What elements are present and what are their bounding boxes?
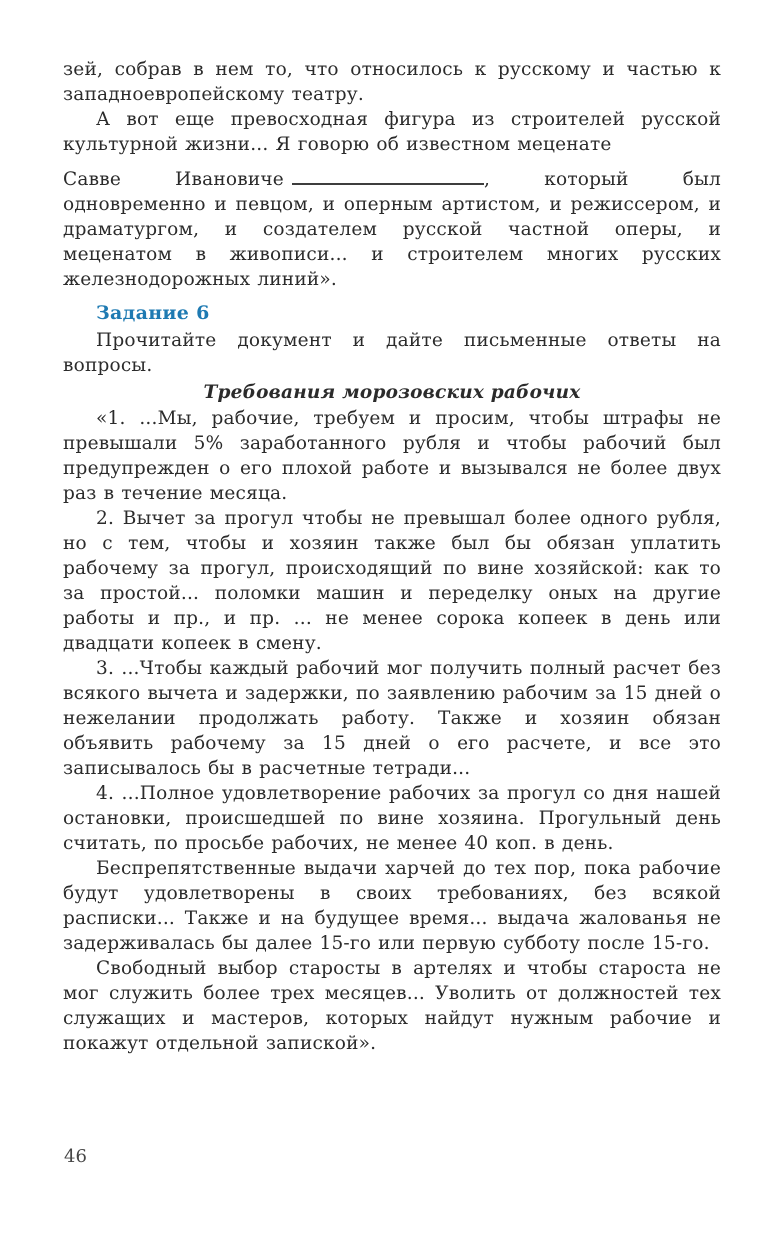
fill-in-blank-line	[292, 169, 484, 185]
doc-paragraph-2: 2. Вычет за прогул чтобы не превышал более одного рубля, но с тем, чтобы и хозяин также был бы обязан уплатить рабочему за прогул, происходящий по вине хозяйской: как то за простой... поломки машин и переделку оных на другие работы и пр., и пр. ... не менее сорока копеек в день или двадцати копеек в смену.	[63, 508, 721, 654]
doc-paragraph-1: «1. ...Мы, рабочие, требуем и просим, чтобы штрафы не превышали 5% заработанного рубля и чтобы рабочий был предупрежден о его плохой работе и вызывался не более двух раз в течение месяца.	[63, 408, 721, 504]
paragraph-continuation: зей, собрав в нем то, что относилось к русскому и частью к западноевропейскому театру.	[63, 59, 721, 105]
doc-paragraph-6: Свободный выбор старосты в артелях и чтобы староста не мог служить более трех месяцев... Уволить от должностей тех служащих и мастеров, которых найдут нужным рабочие и покажут отдельной запиской».	[63, 958, 721, 1054]
text-block	[63, 57, 721, 1056]
doc-paragraph-3: 3. ...Чтобы каждый рабочий мог получить полный расчет без всякого вычета и задержки, по заявлению рабочим за 15 дней о нежелании продолжать работу. Также и хозяин обязан объявить рабочему за 15 дней о его расчете, и все это записывалось бы в расчетные тетради...	[63, 658, 721, 779]
page-number: 46	[64, 1146, 87, 1167]
patron-tail-text: , который был одновременно и певцом, и оперным артистом, и режиссером, и драматургом, и создателем русской частной оперы, и меценатом в живописи... и строителем многих русских железнодорожных линий».	[63, 169, 721, 290]
paragraph-patron	[63, 167, 721, 292]
patron-name-text: Савве Ивановиче	[63, 169, 284, 190]
task-heading: Задание 6	[96, 302, 210, 324]
document-title: Требования морозовских рабочих	[203, 382, 581, 403]
task-instruction: Прочитайте документ и дайте письменные ответы на вопросы.	[63, 330, 721, 376]
paragraph-patron-intro: А вот еще превосходная фигура из строителей русской культурной жизни... Я говорю об известном меценате	[63, 109, 721, 155]
doc-paragraph-4: 4. ...Полное удовлетворение рабочих за прогул со дня нашей остановки, происшедшей по вине хозяина. Прогульный день считать, по просьбе рабочих, не менее 40 коп. в день.	[63, 783, 721, 854]
doc-paragraph-5: Беспрепятственные выдачи харчей до тех пор, пока рабочие будут удовлетворены в своих требованиях, без всякой расписки... Также и на будущее время... выдача жалованья не задерживалась бы далее 15-го или первую субботу после 15-го.	[63, 858, 721, 954]
